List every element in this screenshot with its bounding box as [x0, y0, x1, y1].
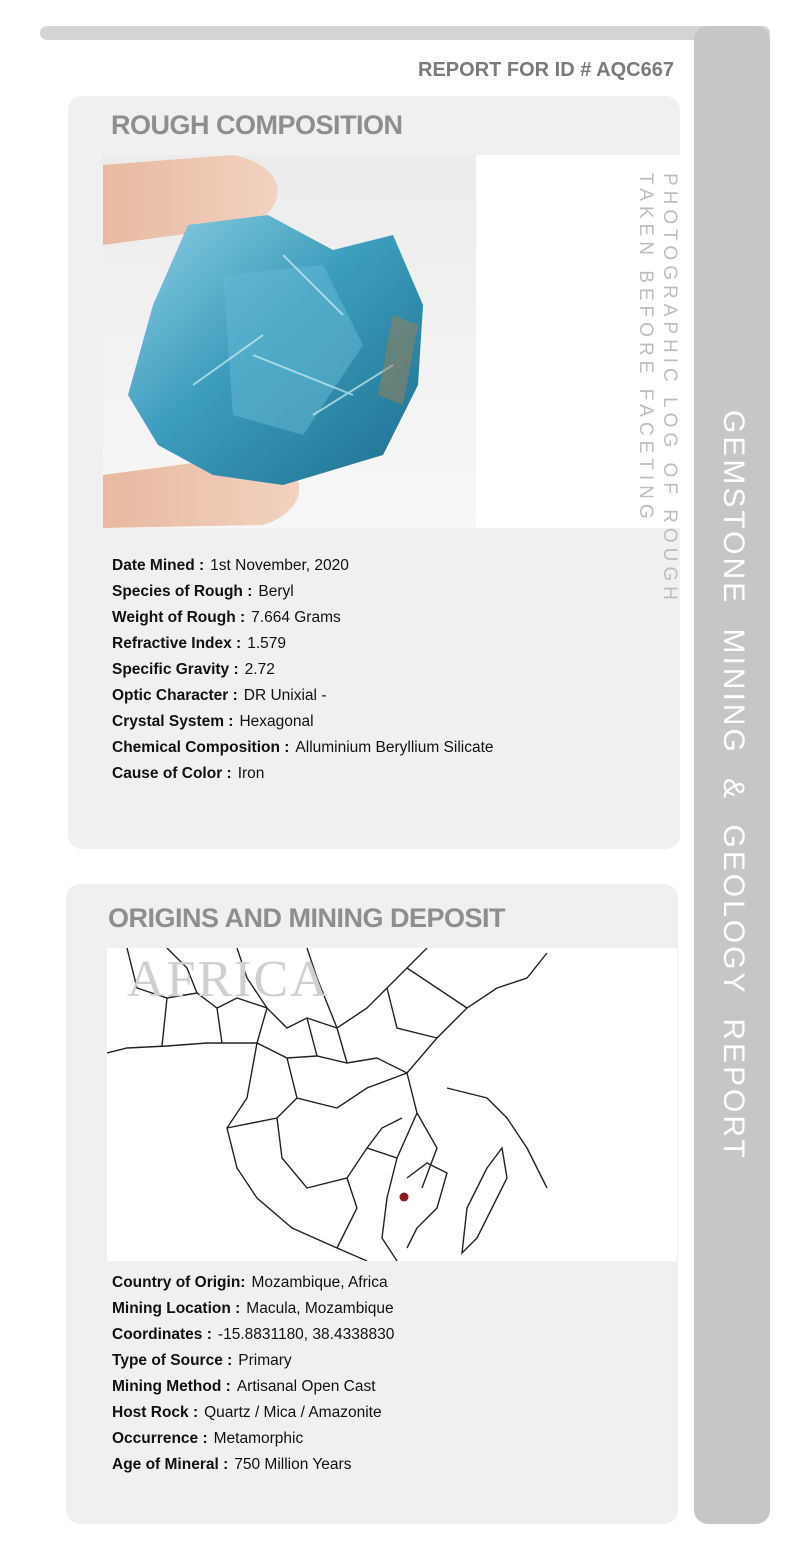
property-value: 7.664 Grams — [251, 609, 341, 626]
africa-map — [107, 948, 677, 1261]
photo-caption-line-1: PHOTOGRAPHIC LOG OF ROUGH — [659, 173, 680, 605]
property-row — [112, 738, 494, 764]
property-label: Country of Origin: — [112, 1274, 246, 1291]
property-value: -15.8831180, 38.4338830 — [217, 1326, 395, 1343]
top-bar — [40, 26, 770, 40]
property-row — [112, 1299, 394, 1325]
property-row — [112, 1403, 394, 1429]
rough-gem-image — [103, 155, 476, 528]
map-label: AFRICA — [127, 951, 330, 1008]
property-label: Species of Rough : — [112, 583, 253, 600]
property-label: Occurrence : — [112, 1430, 208, 1447]
origins-title: ORIGINS AND MINING DEPOSIT — [108, 903, 506, 933]
property-label: Chemical Composition : — [112, 739, 290, 756]
property-value: Metamorphic — [213, 1430, 304, 1447]
property-label: Weight of Rough : — [112, 609, 246, 626]
property-label: Optic Character : — [112, 687, 238, 704]
property-row — [112, 1325, 394, 1351]
property-value: Iron — [237, 765, 265, 782]
property-label: Type of Source : — [112, 1352, 233, 1369]
rough-composition-title: ROUGH COMPOSITION — [111, 110, 403, 140]
mining-location-marker — [400, 1193, 409, 1202]
property-label: Mining Location : — [112, 1300, 241, 1317]
property-value: Artisanal Open Cast — [236, 1378, 376, 1395]
property-value: Beryl — [258, 583, 294, 600]
property-value: DR Unixial - — [243, 687, 327, 704]
rough-properties-list — [112, 556, 494, 790]
property-row — [112, 1273, 394, 1299]
origins-properties-list — [112, 1273, 394, 1481]
property-row — [112, 686, 494, 712]
property-value: Mozambique, Africa — [251, 1274, 388, 1291]
property-label: Coordinates : — [112, 1326, 212, 1343]
property-value: Alluminium Beryllium Silicate — [295, 739, 494, 756]
property-row — [112, 1351, 394, 1377]
property-label: Mining Method : — [112, 1378, 231, 1395]
property-label: Age of Mineral : — [112, 1456, 229, 1473]
property-value: 1.579 — [247, 635, 287, 652]
property-value: 2.72 — [244, 661, 275, 678]
property-row — [112, 582, 494, 608]
property-value: Primary — [238, 1352, 292, 1369]
rough-photo — [103, 155, 476, 528]
property-row — [112, 660, 494, 686]
property-row — [112, 556, 494, 582]
property-label: Date Mined : — [112, 557, 205, 574]
property-label: Specific Gravity : — [112, 661, 239, 678]
property-value: 750 Million Years — [234, 1456, 352, 1473]
property-row — [112, 764, 494, 790]
property-row — [112, 712, 494, 738]
property-label: Crystal System : — [112, 713, 234, 730]
property-row — [112, 608, 494, 634]
photo-caption — [633, 173, 681, 605]
property-value: Macula, Mozambique — [246, 1300, 394, 1317]
property-row — [112, 1429, 394, 1455]
property-label: Cause of Color : — [112, 765, 232, 782]
property-label: Refractive Index : — [112, 635, 242, 652]
photo-caption-line-2: TAKEN BEFORE FACETING — [635, 173, 656, 524]
property-value: 1st November, 2020 — [210, 557, 349, 574]
property-row — [112, 1377, 394, 1403]
property-value: Quartz / Mica / Amazonite — [204, 1404, 382, 1421]
property-value: Hexagonal — [239, 713, 314, 730]
property-row — [112, 1455, 394, 1481]
report-id: REPORT FOR ID # AQC667 — [418, 59, 674, 81]
property-row — [112, 634, 494, 660]
side-title: GEMSTONE MINING & GEOLOGY REPORT — [717, 410, 750, 1161]
property-label: Host Rock : — [112, 1404, 199, 1421]
